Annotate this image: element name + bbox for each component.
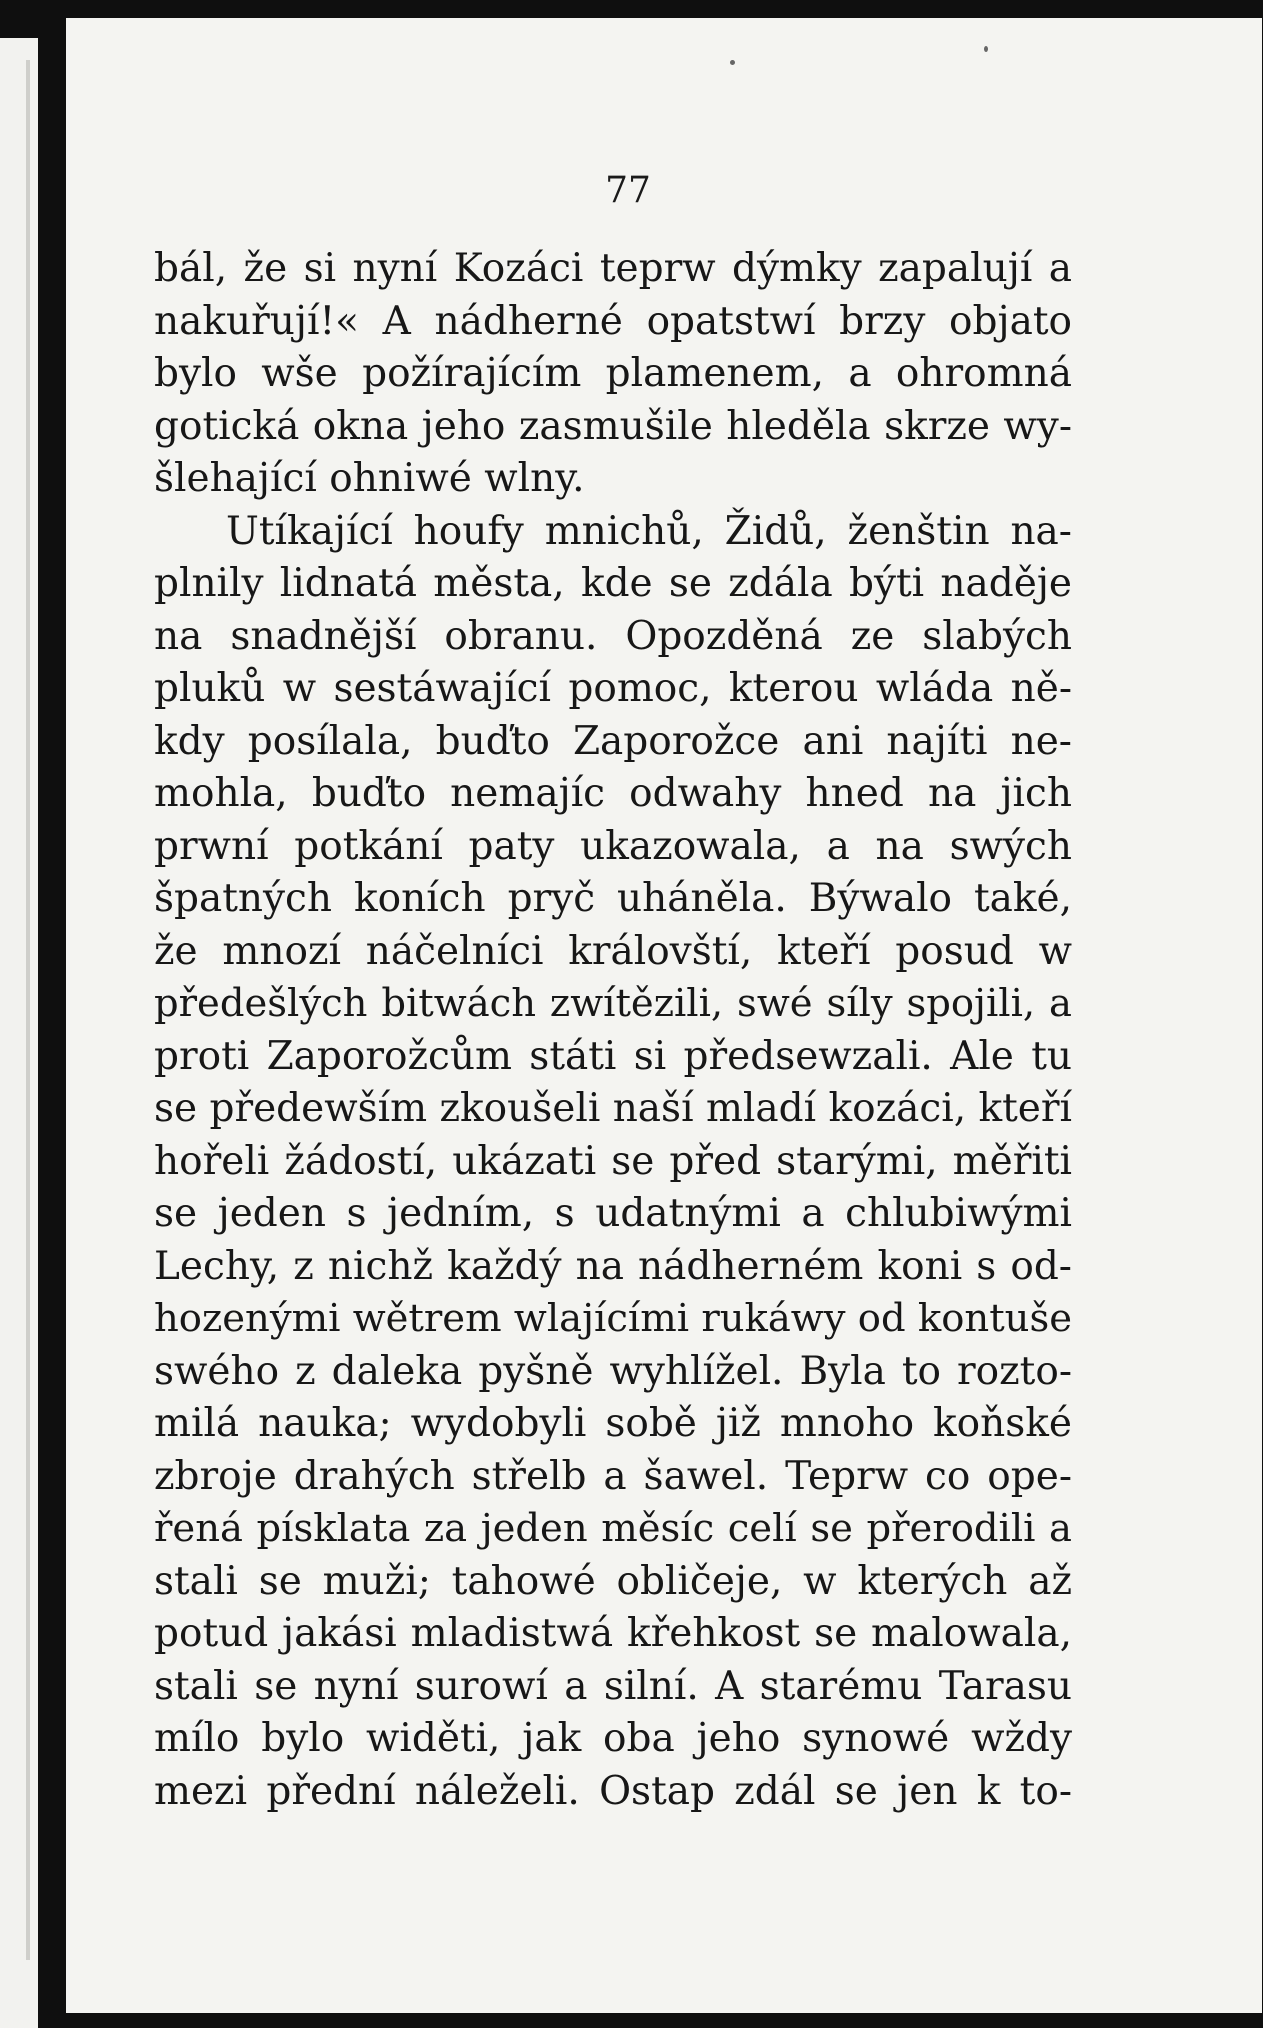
paper-speck — [730, 60, 735, 65]
text-line: špatných koních pryč uháněla. Býwalo také, — [154, 876, 1072, 921]
book-page — [66, 18, 1262, 2013]
left-page-edge — [0, 38, 38, 2028]
text-line: předešlých bitwách zwítězili, swé síly spojili, a — [154, 981, 1072, 1026]
text-line: plnily lidnatá města, kde se zdála býti naděje — [154, 561, 1072, 606]
text-line: na snadnější obranu. Opozděná ze slabých — [154, 613, 1072, 659]
page-number: 77 — [605, 170, 651, 211]
text-line: stali se nyní surowí a silní. A starému Tarasu — [154, 1663, 1072, 1709]
text-line: mezi přední náleželi. Ostap zdál se jen k to- — [154, 1768, 1072, 1814]
text-line: stali se muži; tahowé obličeje, w kterých až — [154, 1558, 1072, 1604]
text-line: Utíkající houfy mnichů, Židů, ženštin na- — [226, 508, 1072, 554]
text-line: proti Zaporožcům státi si předsewzali. Ale tu — [154, 1033, 1072, 1079]
text-line: nakuřují!« A nádherné opatstwí brzy objato — [154, 298, 1072, 344]
text-line: swého z daleka pyšně wyhlížel. Byla to rozto- — [154, 1348, 1072, 1394]
page-fold-shadow — [26, 60, 30, 1960]
text-line: že mnozí náčelníci královští, kteří posud w — [154, 928, 1072, 974]
paper-speck — [984, 46, 988, 52]
text-line: zbroje drahých střelb a šawel. Teprw co ope- — [154, 1453, 1072, 1499]
text-line: hořeli žádostí, ukázati se před starými, měřiti — [154, 1138, 1072, 1184]
text-line: milá nauka; wydobyli sobě již mnoho koňské — [154, 1401, 1072, 1446]
text-line: hozenými wětrem wlajícími rukáwy od kontuše — [154, 1296, 1072, 1341]
text-line: řená písklata za jeden měsíc celí se přerodili a — [154, 1506, 1072, 1551]
body-text — [154, 243, 1072, 1818]
text-line: se jeden s jedním, s udatnými a chlubiwými — [154, 1191, 1072, 1236]
text-line: bál, že si nyní Kozáci teprw dýmky zapalují a — [154, 246, 1072, 291]
text-line: Lechy, z nichž každý na nádherném koni s od- — [154, 1243, 1072, 1289]
text-line: se předewším zkoušeli naší mladí kozáci, kteří — [154, 1086, 1073, 1131]
text-line: šlehající ohniwé wlny. — [154, 456, 585, 501]
text-line: potud jakási mladistwá křehkost se malowala, — [154, 1611, 1072, 1656]
text-line: mílo bylo widěti, jak oba jeho synowé wždy — [154, 1716, 1072, 1761]
text-line: bylo wše požírajícím plamenem, a ohromná — [154, 351, 1072, 396]
text-line: gotická okna jeho zasmušile hleděla skrze wy- — [154, 403, 1072, 449]
text-line: prwní potkání paty ukazowala, a na swých — [154, 823, 1072, 869]
text-line: mohla, buďto nemajíc odwahy hned na jich — [154, 771, 1072, 816]
text-line: pluků w sestáwající pomoc, kterou wláda ně- — [154, 666, 1072, 711]
text-line: kdy posílala, buďto Zaporožce ani najíti ne- — [154, 718, 1072, 764]
